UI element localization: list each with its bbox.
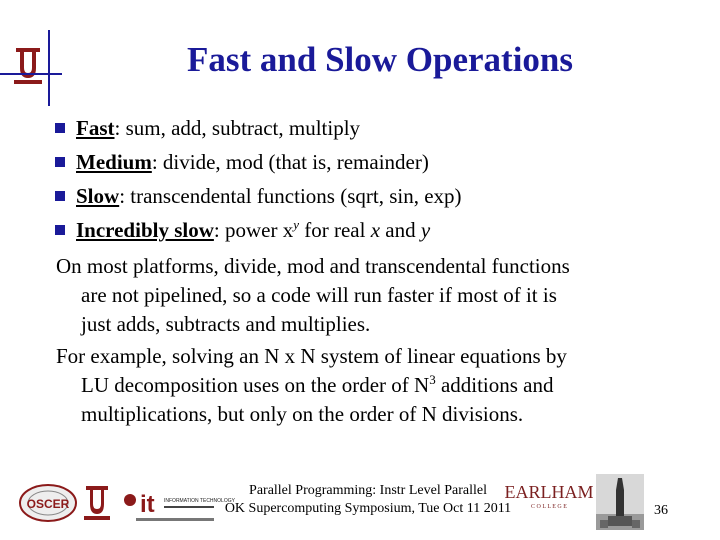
svg-text:OSCER: OSCER bbox=[26, 497, 70, 511]
bullet-incredibly-slow bbox=[55, 216, 430, 244]
paragraph-line: For example, solving an N x N system of linear equations by bbox=[56, 344, 567, 368]
paragraph-line: On most platforms, divide, mod and transcendental functions bbox=[56, 254, 570, 278]
title-rule-horizontal bbox=[0, 73, 62, 75]
bullet-square-icon bbox=[55, 123, 65, 133]
tower-image-icon bbox=[596, 474, 644, 530]
svg-text:EARLHAM: EARLHAM bbox=[504, 482, 594, 502]
ou-logo-small-icon bbox=[84, 486, 110, 520]
bullet-text: : sum, add, subtract, multiply bbox=[114, 116, 361, 140]
page-number: 36 bbox=[654, 503, 668, 518]
bullet-square-icon bbox=[55, 157, 65, 167]
bullet-term: Fast bbox=[76, 116, 115, 140]
bullet-superscript: y bbox=[293, 217, 299, 232]
bullet-text: and bbox=[380, 218, 421, 242]
footer-logos bbox=[18, 480, 235, 531]
svg-text:it: it bbox=[140, 491, 155, 518]
bullet-text: for real bbox=[299, 218, 371, 242]
paragraph-line: are not pipelined, so a code will run faster if most of it is bbox=[81, 283, 557, 307]
paragraph-example bbox=[56, 342, 676, 429]
bullet-medium bbox=[55, 148, 429, 176]
bullet-square-icon bbox=[55, 225, 65, 235]
footer-line: Parallel Programming: Instr Level Parallel bbox=[249, 483, 487, 498]
ou-logo-icon bbox=[10, 44, 46, 90]
bullet-text: : divide, mod (that is, remainder) bbox=[151, 150, 429, 174]
paragraph-pipelining bbox=[56, 252, 676, 339]
bullet-slow bbox=[55, 182, 462, 210]
footer-text bbox=[218, 482, 518, 518]
svg-text:INFORMATION TECHNOLOGY: INFORMATION TECHNOLOGY bbox=[164, 498, 235, 504]
title-rule-vertical bbox=[48, 30, 50, 106]
bullet-text: : power x bbox=[213, 218, 294, 242]
svg-text:C O L L E G E: C O L L E G E bbox=[531, 504, 567, 510]
bullet-term: Medium bbox=[76, 150, 152, 174]
bullet-square-icon bbox=[55, 191, 65, 201]
oscer-logo-icon bbox=[20, 485, 76, 521]
bullet-term: Slow bbox=[76, 184, 120, 208]
bullet-fast bbox=[55, 114, 360, 142]
paragraph-line: just adds, subtracts and multiplies. bbox=[81, 312, 371, 336]
paragraph-line: LU decomposition uses on the order of $N^3$ additions and bbox=[81, 372, 554, 397]
earlham-logo-icon bbox=[504, 478, 594, 518]
paragraph-line: multiplications, but only on the order of N divisions. bbox=[81, 402, 524, 426]
superscript: 3 bbox=[429, 372, 436, 387]
bullet-var-y: y bbox=[420, 218, 431, 242]
bullet-text: : transcendental functions (sqrt, sin, exp) bbox=[119, 184, 462, 208]
page-title: Fast and Slow Operations bbox=[186, 40, 574, 79]
bullet-var-x: x bbox=[370, 218, 381, 242]
bullet-term: Incredibly slow bbox=[76, 218, 214, 242]
footer-line: OK Supercomputing Symposium, Tue Oct 11 2011 bbox=[224, 501, 512, 516]
